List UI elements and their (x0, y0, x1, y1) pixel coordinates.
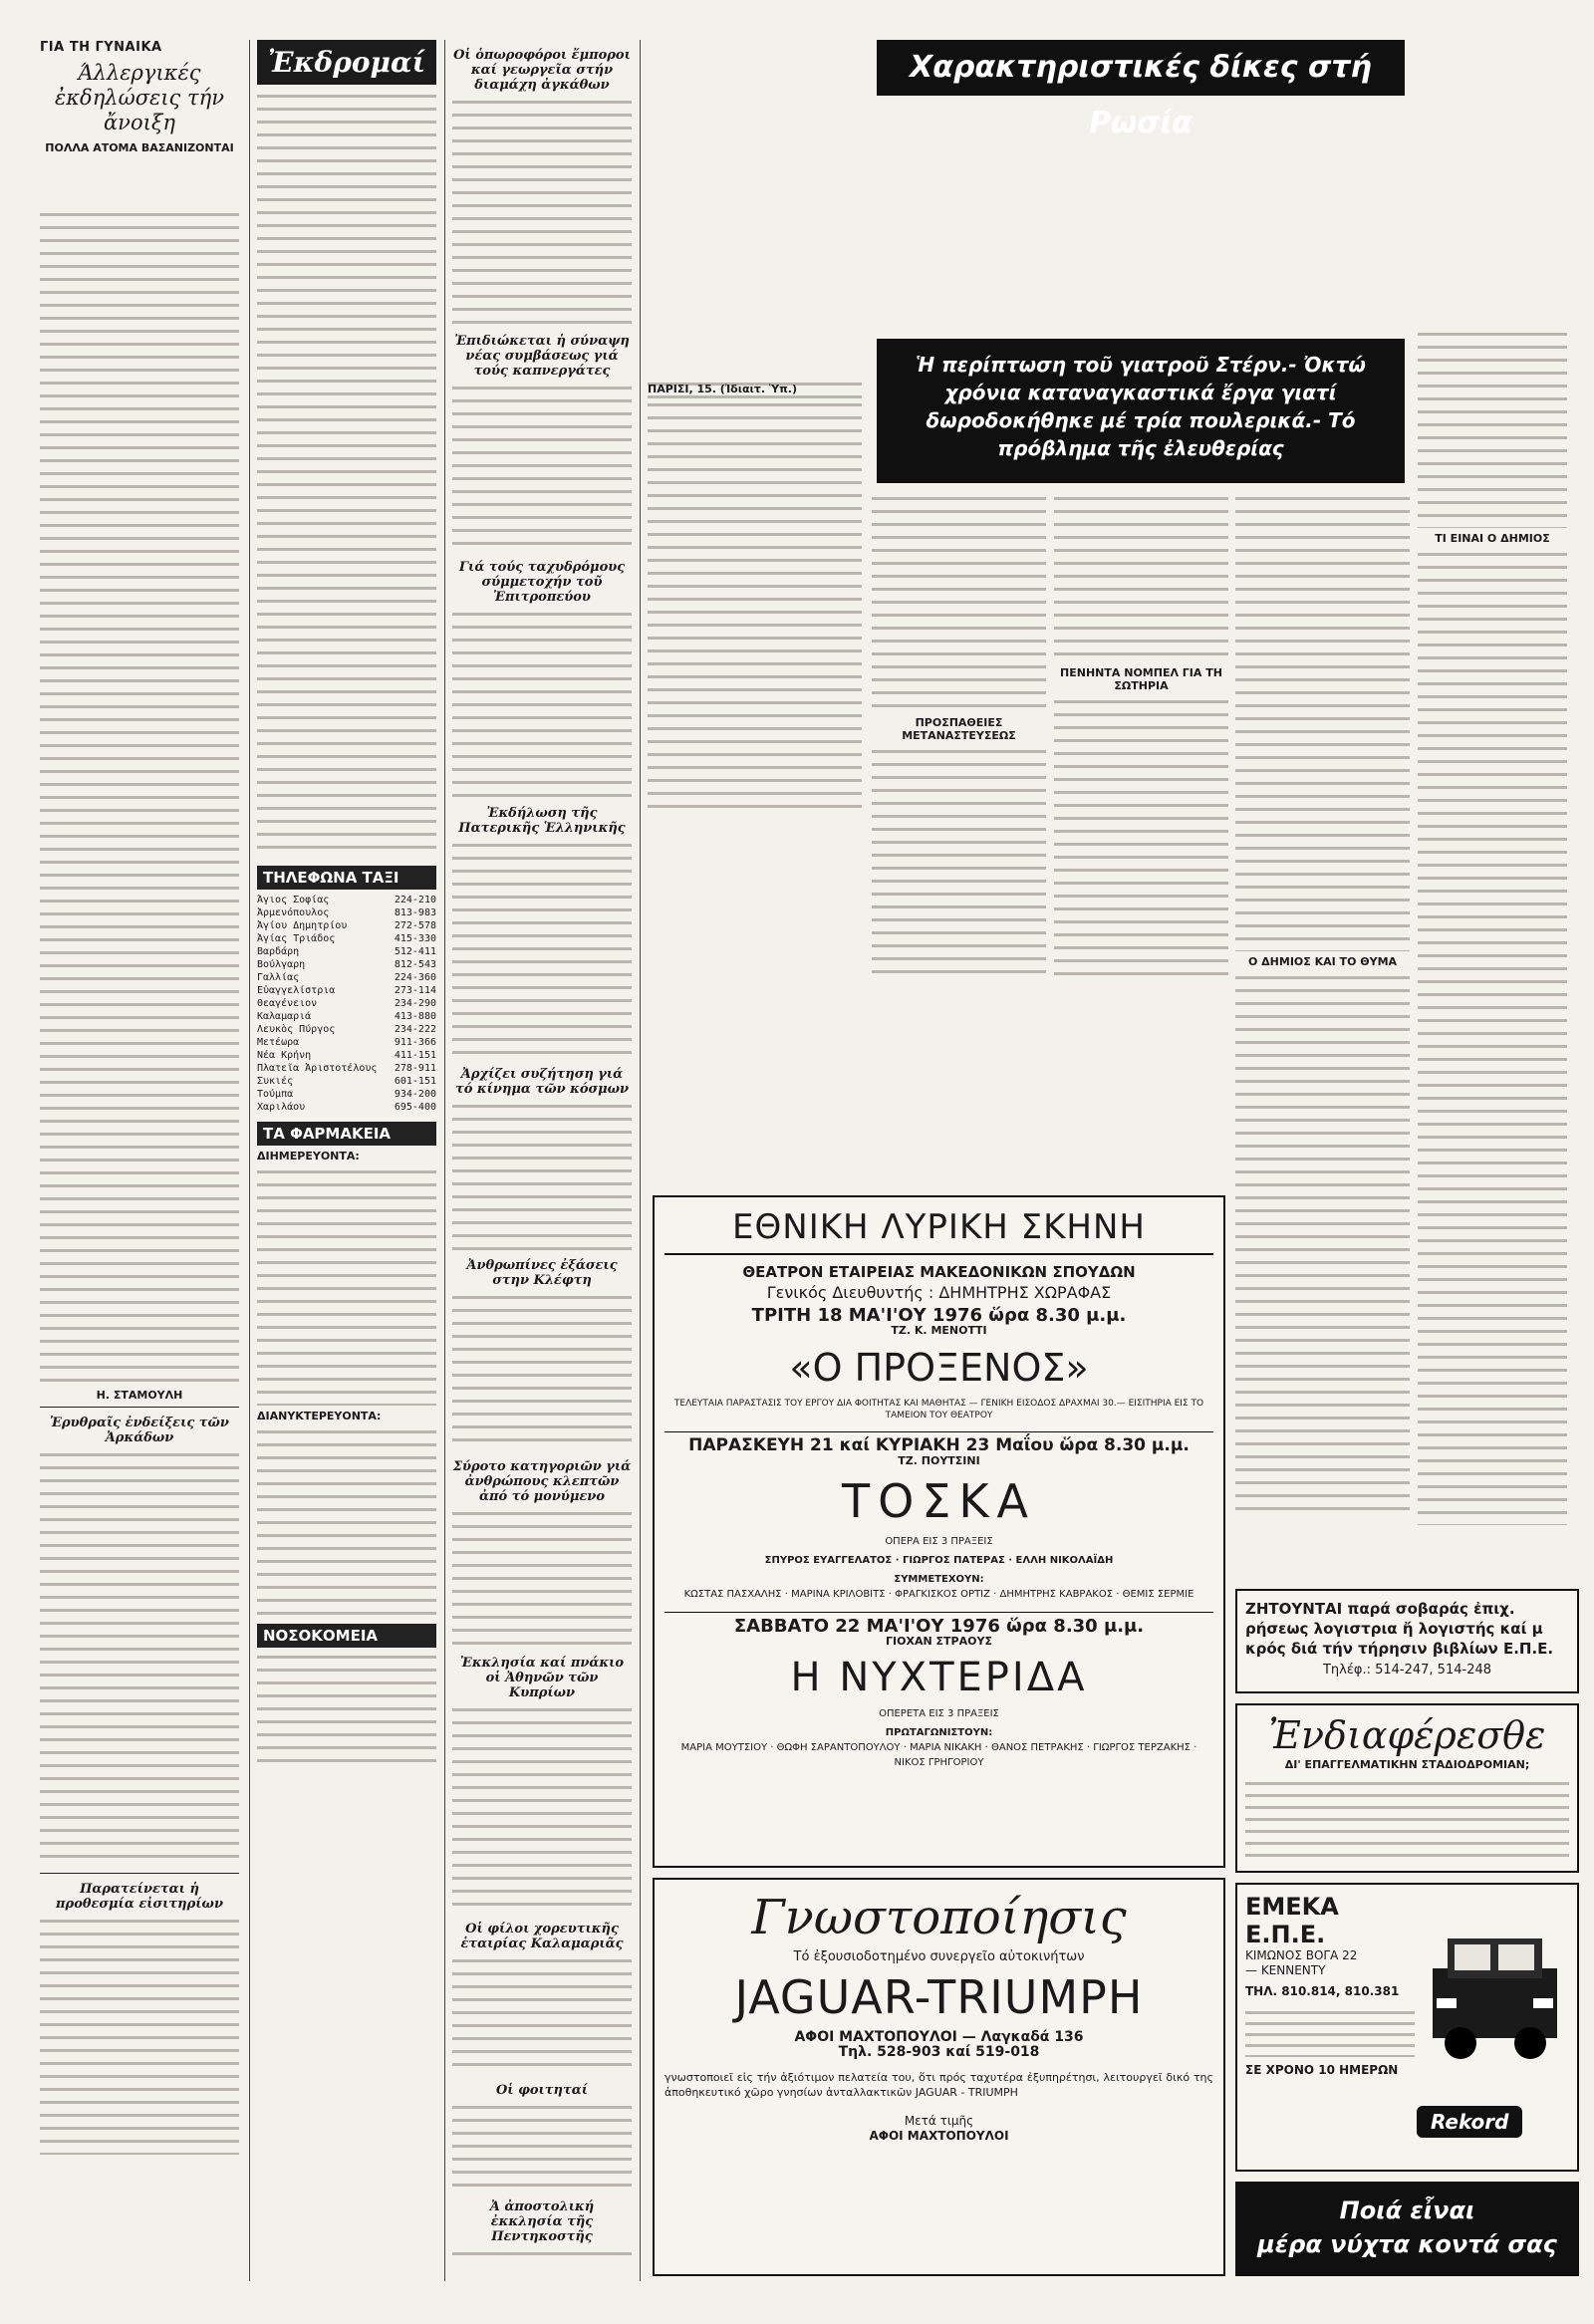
pharmacies-header: ΤΑ ΦΑΡΜΑΚΕΙΑ (257, 1122, 436, 1146)
emeka-body (1245, 2007, 1415, 2057)
taxi-stand-name: Ἀρμενόπουλος (257, 907, 330, 918)
article-body-placeholder (40, 158, 239, 205)
car-icon (1423, 1899, 1567, 2098)
emeka-street: ΚΙΜΩΝΟΣ ΒΟΓΑ 22 (1245, 1948, 1358, 1962)
taxi-stand-number: 413-880 (394, 1011, 436, 1022)
column3-headline: Ἀνθρωπίνες ἐξάσεις στην Κλέφτη (466, 1258, 618, 1288)
jaguar-subtitle: Τό ἐξουσιοδοτημένο συνεργεῖο αὐτοκινήτων (793, 1949, 1085, 1964)
column3-headline: Ἐκκλησία καί πνάκιο οἱ Ἀθηνῶν τῶν Κυπρίων (459, 1656, 625, 1700)
taxi-phone-row (257, 1036, 436, 1049)
article-text (648, 399, 862, 818)
opera-2-singers: ΚΩΣΤΑΣ ΠΑΣΧΑΛΗΣ · ΜΑΡΙΝΑ ΚΡΙΛΟΒΙΤΣ · ΦΡΑΓΚΙΣΚΟΣ ΟΡΤΙΖ · ΔΗΜΗΤΡΗΣ ΚΑΒΡΑΚΟΣ · ΘΕΜΙΣ ΣΕΡΜΙΕ (683, 1589, 1195, 1600)
opera-title: ΕΘΝΙΚΗ ΛΥΡΙΚΗ ΣΚΗΝΗ (664, 1207, 1213, 1255)
taxi-phone-row (257, 1101, 436, 1114)
taxi-stand-name: Ἀγίας Τριάδος (257, 933, 336, 944)
opera-3-cast: ΜΑΡΙΑ ΜΟΥΤΣΙΟΥ · ΘΩΦΗ ΣΑΡΑΝΤΟΠΟΥΛΟΥ · ΜΑΡΙΑ ΝΙΚΑΚΗ · ΘΑΝΟΣ ΠΕΤΡΑΚΗΣ · ΓΙΩΡΓΟΣ ΤΕΡΖΑΚΗΣ · ΝΙΚΟΣ ΓΡΗΓΟΡΙΟΥ (680, 1742, 1197, 1768)
job-ad-text: ΖΗΤΟΥΝΤΑΙ παρά σοβαράς ἐπιχ. ρήσεως λογιστρια ἤ λογιστής καί μ κρός διά τήν τήρησιν βιβλίων Ε.Π.Ε. (1245, 1600, 1554, 1658)
stern-article-col1 (648, 379, 862, 827)
emeka-area: — KENNENTY (1245, 1963, 1326, 1977)
taxi-stand-number: 911-366 (394, 1037, 436, 1048)
excursions-header: Ἐκδρομαί (257, 40, 436, 85)
doctor-stern-banner: Ἡ περίπτωση τοῦ γιατροῦ Στέρν.- Ὀκτώ χρόνια καταναγκαστικά ἔργα γιατί δωροδοκήθηκε μέ τρία πουλερικά.- Τό πρόβλημα τῆς ἐλευθερίας (877, 339, 1405, 483)
article-text (1235, 493, 1410, 951)
jaguar-phones: Τηλ. 528-903 καί 519-018 (838, 2044, 1040, 2060)
taxi-stand-number: 234-290 (394, 998, 436, 1009)
article-headline: Άλλεργικές ἐκδηλώσεις τήν ἄνοιξη (55, 61, 224, 134)
jaguar-ad (653, 1878, 1225, 2276)
theater-name: ΘΕΑΤΡΟΝ ΕΤΑΙΡΕΙΑΣ ΜΑΚΕΔΟΝΙΚΩΝ ΣΠΟΥΔΩΝ (742, 1263, 1136, 1281)
pharmacies-day-list (257, 1166, 436, 1406)
subhead-nobel: ΠΕΝΗΝΤΑ ΝΟΜΠΕΛ ΓΙΑ ΤΗ ΣΩΤΗΡΙΑ (1060, 666, 1222, 692)
taxi-phone-row (257, 971, 436, 984)
date-3: ΣΑΒΒΑΤΟ 22 ΜΑ'Ι'ΟΥ 1976 ὥρα 8.30 μ.μ. (664, 1612, 1213, 1634)
section-body-2 (40, 1449, 239, 1868)
taxi-stand-number: 415-330 (394, 933, 436, 944)
cast-label: ΠΡΩΤΑΓΩΝΙΣΤΟΥΝ: (885, 1727, 993, 1738)
bottom-ad-line2: μέρα νύχτα κοντά σας (1257, 2230, 1557, 2258)
column3-article-text (452, 840, 632, 1059)
column3-article-text (452, 1955, 632, 2075)
career-ad (1235, 1703, 1579, 1873)
taxi-stand-number: 224-210 (394, 895, 436, 905)
taxi-stand-number: 224-360 (394, 972, 436, 983)
taxi-stand-name: Εὐαγγελίστρια (257, 985, 336, 996)
bottom-ad-line1: Ποιά εἶναι (1339, 2196, 1475, 2224)
opera-ad (653, 1195, 1225, 1868)
taxi-stand-name: Τούμπα (257, 1089, 294, 1100)
job-ad (1235, 1589, 1579, 1693)
jaguar-body: γνωστοποιεῖ εἰς τήν ἀξιότιμον πελατεία του, ὅτι πρός ταχυτέρα ἐξυπηρέτησι, λειτουργεῖ δικό της ἀποθηκευτικό χῶρο γνησίων ἀνταλλακτικῶν JAGUAR - TRIUMPH (664, 2071, 1213, 2099)
taxi-phone-row (257, 945, 436, 958)
emeka-ad (1235, 1883, 1579, 2172)
taxi-phone-row (257, 997, 436, 1010)
column3-headline: Οἱ ὁπωροφόροι ἔμποροι καί γεωργεῖα στήν διαμάχη ἀγκάθων (453, 48, 631, 93)
taxi-stand-name: Ἅγιος Σοφίας (257, 895, 330, 905)
subhead-ti-einai: ΤΙ ΕΙΝΑΙ Ο ΔΗΜΙΟΣ (1435, 532, 1550, 545)
stern-article-col3 (1054, 493, 1228, 1190)
taxi-stand-name: Συκιές (257, 1076, 294, 1087)
article-text (1418, 329, 1567, 528)
column-2 (257, 40, 436, 2261)
article-body-text (40, 209, 239, 1385)
column-rule (640, 40, 641, 2281)
article-text (1418, 549, 1567, 1525)
taxi-phone-row (257, 906, 436, 919)
column3-headline: Ἐπιδιώκεται ἡ σύναψη νέας συμβάσεως γιά τούς καπνεργάτες (454, 334, 630, 379)
rekord-logo: Rekord (1417, 2106, 1522, 2138)
divider (40, 1873, 239, 1874)
column3-article-text (452, 383, 632, 552)
taxi-stand-number: 934-200 (394, 1089, 436, 1100)
jaguar-brand: JAGUAR-TRIUMPH (734, 1970, 1144, 2024)
taxi-phone-row (257, 1075, 436, 1088)
taxi-phones-list (257, 894, 436, 1114)
pharmacies-day-label: ΔΙΗΜΕΡΕΥΟΝΤΑ: (257, 1150, 360, 1162)
taxi-phone-row (257, 894, 436, 906)
taxi-stand-number: 272-578 (394, 920, 436, 931)
column3-article-text (452, 2248, 632, 2261)
taxi-phone-row (257, 1049, 436, 1062)
column-3 (452, 40, 632, 2261)
column3-headline: Οἱ φοιτηταί (495, 2083, 589, 2098)
column3-article-text (452, 1704, 632, 1914)
subhead-prostheseis: ΠΡΟΣΠΑΘΕΙΕΣ ΜΕΤΑΝΑΣΤΕΥΣΕΩΣ (902, 716, 1016, 742)
taxi-stand-number: 813-983 (394, 907, 436, 918)
date-1: ΤΡΙΤΗ 18 ΜΑ'Ι'ΟΥ 1976 ὥρα 8.30 μ.μ. (751, 1305, 1127, 1326)
career-ad-title: Ἐνδιαφέρεσθε (1268, 1713, 1546, 1757)
article-text (1054, 493, 1228, 662)
taxi-stand-number: 273-114 (394, 985, 436, 996)
article-text (1054, 696, 1228, 975)
taxi-phone-row (257, 984, 436, 997)
taxi-phone-row (257, 1010, 436, 1023)
opera-3-title: Η ΝΥΧΤΕΡΙΔΑ (790, 1655, 1088, 1700)
column3-article-text (452, 1292, 632, 1451)
taxi-stand-name: Μετέωρα (257, 1037, 300, 1048)
section-headline-3: Παρατείνεται ἡ προθεσμία εἰσιτηρίων (56, 1882, 223, 1912)
article-text (1235, 972, 1410, 1510)
subhead-demos: Ο ΔΗΜΙΟΣ ΚΑΙ ΤΟ ΘΥΜΑ (1247, 955, 1398, 968)
divider (40, 1407, 239, 1408)
taxi-phone-row (257, 1062, 436, 1075)
column3-headline: Ἐκδήλωση τῆς Πατερικῆς Ἑλληνικῆς (458, 806, 626, 836)
taxi-stand-number: 278-911 (394, 1063, 436, 1074)
taxi-stand-name: Βούλγαρη (257, 959, 306, 970)
emeka-phone: ΤΗΛ. 810.814, 810.381 (1245, 1984, 1400, 1998)
pharmacies-night-list (257, 1426, 436, 1616)
composer-1: ΤΖ. Κ. ΜΕΝΟΤΤΙ (891, 1324, 987, 1337)
emeka-name: ΕΜΕΚΑ Ε.Π.Ε. (1245, 1893, 1339, 1948)
article-signature: Η. ΣΤΑΜΟΥΛΗ (96, 1389, 183, 1402)
article-dateline: ΠΑΡΙΣΙ, 15. (Ἰδιαιτ. Ὑπ.) (648, 383, 798, 395)
taxi-stand-name: Καλαμαριά (257, 1011, 312, 1022)
taxi-stand-number: 812-543 (394, 959, 436, 970)
column3-headline: Ἀρχίζει συζήτηση γιά τό κίνημα τῶν κόσμων (454, 1067, 630, 1097)
section-kicker: ΓΙΑ ΤΗ ΓΥΝΑΙΚΑ (40, 40, 162, 55)
hospitals-header: ΝΟΣΟΚΟΜΕΙΑ (257, 1624, 436, 1648)
taxi-stand-number: 411-151 (394, 1050, 436, 1061)
column3-headline: Ἀ ἀποστολική ἐκκλησία τῆς Πεντηκοστῆς (489, 2199, 595, 2244)
pharmacies-night-label: ΔΙΑΝΥΚΤΕΡΕΥΟΝΤΑ: (257, 1410, 382, 1422)
taxi-stand-name: Πλατεῖα Ἀριστοτέλους (257, 1063, 378, 1074)
column3-headline: Οἱ φίλοι χορευτικῆς ἑταιρίας Καλαμαριᾶς (460, 1922, 624, 1951)
taxi-stand-name: Ἀγίου Δημητρίου (257, 920, 348, 931)
excursions-listing (257, 91, 436, 858)
taxi-stand-name: Νέα Κρήνη (257, 1050, 312, 1061)
column3-article-text (452, 1508, 632, 1648)
article-text (872, 746, 1046, 975)
jaguar-title: Γνωστοποίησις (751, 1890, 1127, 1945)
opera-1-note: ΤΕΛΕΥΤΑΙΑ ΠΑΡΑΣΤΑΣΙΣ ΤΟΥ ΕΡΓΟΥ ΔΙΑ ΦΟΙΤΗΤΑΣ ΚΑΙ ΜΑΘΗΤΑΣ — ΓΕΝΙΚΗ ΕΙΣΟΔΟΣ ΔΡΑΧΜΑΙ 30.— ΕΙΣΙΤΗΡΙΑ ΕΙΣ ΤΟ ΤΑΜΕΙΟΝ ΤΟΥ ΘΕΑΤΡΟΥ (673, 1399, 1204, 1420)
taxi-phone-row (257, 958, 436, 971)
taxi-phone-row (257, 932, 436, 945)
opera-2-title: ΤΟΣΚΑ (841, 1474, 1036, 1528)
jaguar-signoff: Μετά τιμῆς (904, 2114, 974, 2128)
career-ad-sub: ΔΙ' ΕΠΑΓΓΕΛΜΑΤΙΚΗΝ ΣΤΑΔΙΟΔΡΟΜΙΑΝ; (1284, 1758, 1530, 1771)
column-rule (249, 40, 250, 2281)
opera-2-sub: ΟΠΕΡΑ ΕΙΣ 3 ΠΡΑΞΕΙΣ (885, 1536, 993, 1547)
taxi-stand-name: Θεαγένειον (257, 998, 318, 1009)
taxi-stand-name: Βαρδάρη (257, 946, 300, 957)
opera-2-cast: ΣΠΥΡΟΣ ΕΥΑΓΓΕΛΑΤΟΣ · ΓΙΩΡΓΟΣ ΠΑΤΕΡΑΣ · ΕΛΛΗ ΝΙΚΟΛΑΪΔΗ (764, 1555, 1114, 1566)
taxi-phone-row (257, 1088, 436, 1101)
column3-article-text (452, 97, 632, 326)
left-column (40, 40, 239, 2261)
section-body-3 (40, 1916, 239, 2155)
russia-trials-banner: Χαρακτηριστικές δίκες στή Ρωσία (877, 40, 1405, 96)
taxi-stand-number: 601-151 (394, 1076, 436, 1087)
taxi-stand-name: Χαριλάου (257, 1102, 306, 1113)
stern-article-col5 (1418, 329, 1567, 1584)
composer-3: ΓΙΟΧΑΝ ΣΤΡΑΟΥΣ (886, 1635, 992, 1648)
career-ad-body (1245, 1778, 1569, 1858)
taxi-phone-row (257, 1023, 436, 1036)
article-text (872, 493, 1046, 712)
taxi-stand-name: Γαλλίας (257, 972, 300, 983)
column3-headline: Σύροτο κατηγοριῶν γιά ἀνθρώπους κλεπτῶν ἀπό τό μονύμενο (452, 1459, 632, 1504)
jaguar-signer: ΑΦΟΙ ΜΑΧΤΟΠΟΥΛΟΙ (869, 2129, 1009, 2143)
taxi-phone-row (257, 919, 436, 932)
director-line: Γενικός Διευθυντής : ΔΗΜΗΤΡΗΣ ΧΩΡΑΦΑΣ (766, 1283, 1112, 1302)
taxi-stand-name: Λευκὸς Πύργος (257, 1024, 336, 1035)
taxi-stand-number: 695-400 (394, 1102, 436, 1113)
column3-article-text (452, 1101, 632, 1250)
opera-3-sub: ΟΠΕΡΕΤΑ ΕΙΣ 3 ΠΡΑΞΕΙΣ (879, 1708, 999, 1719)
column3-article-text (452, 609, 632, 798)
job-ad-phone: Τηλέφ.: 514-247, 514-248 (1322, 1663, 1492, 1678)
taxi-stand-number: 512-411 (394, 946, 436, 957)
hospitals-list (257, 1652, 436, 1771)
section-headline-2: Ἐρυθραῖς ἐνδείξεις τῶν Ἀρκάδων (50, 1416, 229, 1445)
composer-2: ΤΖ. ΠΟΥΤΣΙΝΙ (898, 1454, 980, 1467)
article-subhead: ΠΟΛΛΑ ΑΤΟΜΑ ΒΑΣΑΝΙΖΟΝΤΑΙ (45, 141, 234, 154)
jaguar-address: ΑΦΟΙ ΜΑΧΤΟΠΟΥΛΟΙ — Λαγκαδά 136 (794, 2029, 1084, 2045)
column3-headline: Γιά τούς ταχυδρόμους σύμμετοχήν τοῦ Ἐπιτροπεύου (458, 560, 626, 605)
column-rule (444, 40, 445, 2281)
stern-article-col4 (1235, 493, 1410, 1579)
bottom-ad (1235, 2182, 1579, 2276)
singers-label: ΣΥΜΜΕΤΕΧΟΥΝ: (894, 1574, 984, 1585)
emeka-offer: ΣΕ ΧΡΟΝΟ 10 ΗΜΕΡΩΝ (1245, 2063, 1399, 2077)
taxi-stand-number: 234-222 (394, 1024, 436, 1035)
column3-article-text (452, 2102, 632, 2192)
date-2: ΠΑΡΑΣΚΕΥΗ 21 καί ΚΥΡΙΑΚΗ 23 Μαΐου ὥρα 8.30 μ.μ. (664, 1431, 1213, 1453)
opera-1-title: «Ο ΠΡΟΞΕΝΟΣ» (789, 1346, 1089, 1390)
taxi-phones-header: ΤΗΛΕΦΩΝΑ ΤΑΞΙ (257, 866, 436, 890)
stern-article-col2 (872, 493, 1046, 1190)
